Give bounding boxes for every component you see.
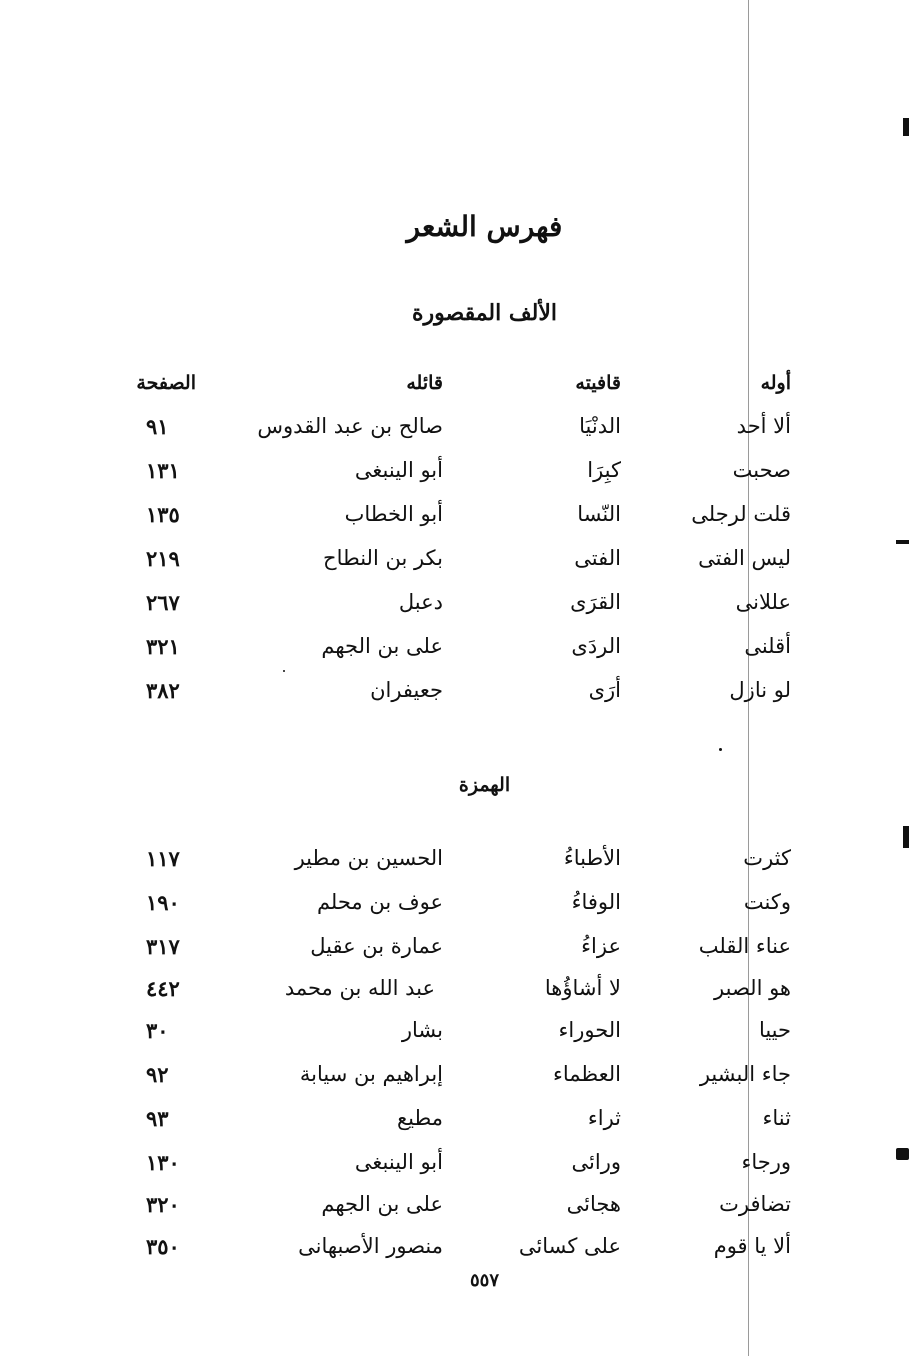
row-first-words: ليس الفتى [698, 546, 791, 570]
row-poet: بكر بن النطاح [323, 546, 443, 570]
row-first-words: قلت لرجلى [691, 502, 791, 526]
row-page: ٣١٧ [146, 934, 180, 959]
row-poet: مطيع [397, 1106, 443, 1130]
table-row [0, 890, 909, 930]
row-poet: بشار [401, 1018, 443, 1042]
row-rhyme: العظماء [552, 1062, 621, 1086]
row-rhyme: كبِرَا [587, 458, 621, 482]
row-page: ٣٢١ [146, 634, 180, 659]
row-poet: على بن الجهم [321, 634, 443, 658]
row-poet: دعبل [398, 590, 443, 614]
row-rhyme: الدنْيَا [579, 414, 621, 438]
edge-mark [903, 826, 909, 848]
row-rhyme: الفتى [574, 546, 621, 570]
column-headers [0, 372, 909, 412]
page-number-footer: ٥٥٧ [469, 1270, 499, 1291]
table-row [0, 546, 909, 586]
row-rhyme: ثراء [587, 1106, 621, 1130]
row-poet: منصور الأصبهانى [298, 1234, 443, 1258]
row-first-words: عللانى [735, 590, 791, 614]
row-rhyme: الحوراء [558, 1018, 621, 1042]
row-first-words: حييا [758, 1018, 791, 1042]
row-page: ٩١ [146, 414, 169, 439]
row-page: ٢٦٧ [146, 590, 180, 615]
table-row [0, 1150, 909, 1190]
row-first-words: ألا يا قوم [713, 1234, 791, 1258]
table-row [0, 1018, 909, 1058]
table-row [0, 678, 909, 718]
row-poet: جعيفران [370, 678, 443, 702]
row-first-words: ألا أحد [736, 414, 791, 438]
table-row [0, 414, 909, 454]
row-poet: الحسين بن مطير [294, 846, 443, 870]
row-page: ٩٢ [146, 1062, 169, 1087]
table-row [0, 458, 909, 498]
row-page: ١١٧ [146, 846, 180, 871]
row-page: ٣٨٢ [146, 678, 180, 703]
row-rhyme: ورائى [571, 1150, 621, 1174]
row-poet: عبد الله بن محمد [284, 976, 435, 1000]
row-first-words: أقلنى [744, 634, 791, 658]
row-poet: عمارة بن عقيل [310, 934, 443, 958]
edge-mark [719, 748, 722, 751]
row-poet: أبو الينبغى [354, 1150, 443, 1174]
row-poet: أبو الخطاب [344, 502, 443, 526]
row-page: ٣٥٠ [146, 1234, 180, 1259]
section-heading-alif-maqsura: الألف المقصورة [411, 300, 558, 326]
row-first-words: ثناء [762, 1106, 791, 1130]
row-rhyme: الردَى [571, 634, 621, 658]
row-poet: أبو الينبغى [354, 458, 443, 482]
section-heading-hamza: الهمزة [458, 774, 511, 796]
row-poet: عوف بن محلم [316, 890, 443, 914]
table-row [0, 1234, 909, 1274]
row-poet: إبراهيم بن سيابة [299, 1062, 443, 1086]
table-row [0, 502, 909, 542]
table-row [0, 1192, 909, 1232]
row-rhyme: القرَى [570, 590, 621, 614]
row-poet: على بن الجهم [321, 1192, 443, 1216]
table-row [0, 1106, 909, 1146]
row-poet: صالح بن عبد القدوس [257, 414, 443, 438]
row-rhyme: عزاءُ [581, 934, 621, 958]
row-first-words: جاء البشير [699, 1062, 791, 1086]
row-page: ٩٣ [146, 1106, 169, 1131]
row-rhyme: النّسا [577, 502, 621, 526]
row-rhyme: على كسائى [518, 1234, 621, 1258]
table-row [0, 846, 909, 886]
row-page: ٢١٩ [146, 546, 180, 571]
row-first-words: عناء القلب [698, 934, 791, 958]
row-page: ١٣٠ [146, 1150, 180, 1175]
row-page: ٣٠ [146, 1018, 169, 1043]
row-rhyme: هجائى [566, 1192, 621, 1216]
header-page: الصفحة [136, 372, 196, 394]
page-title: فهرس الشعر [406, 210, 563, 243]
row-rhyme: أرَى [588, 678, 621, 702]
row-page: ٣٢٠ [146, 1192, 180, 1217]
row-page: ٤٤٢ [146, 976, 180, 1001]
table-row [0, 590, 909, 630]
header-rhyme: قافيته [575, 372, 621, 394]
header-poet: قائله [406, 372, 443, 394]
row-first-words: ورجاء [741, 1150, 791, 1174]
table-row [0, 934, 909, 974]
row-rhyme: الوفاءُ [571, 890, 621, 914]
row-rhyme: الأطباءُ [563, 846, 621, 870]
table-row [0, 976, 909, 1016]
row-page: ١٩٠ [146, 890, 180, 915]
row-page: ١٣٥ [146, 502, 180, 527]
row-page: ١٣١ [146, 458, 180, 483]
edge-mark [903, 118, 909, 136]
header-first-words: أوله [760, 372, 791, 394]
table-row [0, 1062, 909, 1102]
table-row [0, 634, 909, 674]
row-first-words: وكنت [743, 890, 791, 914]
row-first-words: صحبت [732, 458, 791, 482]
row-first-words: هو الصبر [714, 976, 791, 1000]
row-first-words: تضافرت [719, 1192, 791, 1216]
row-rhyme: لا أشاؤُها [544, 976, 621, 1000]
row-first-words: كثرت [743, 846, 791, 870]
row-first-words: لو نازل [729, 678, 791, 702]
